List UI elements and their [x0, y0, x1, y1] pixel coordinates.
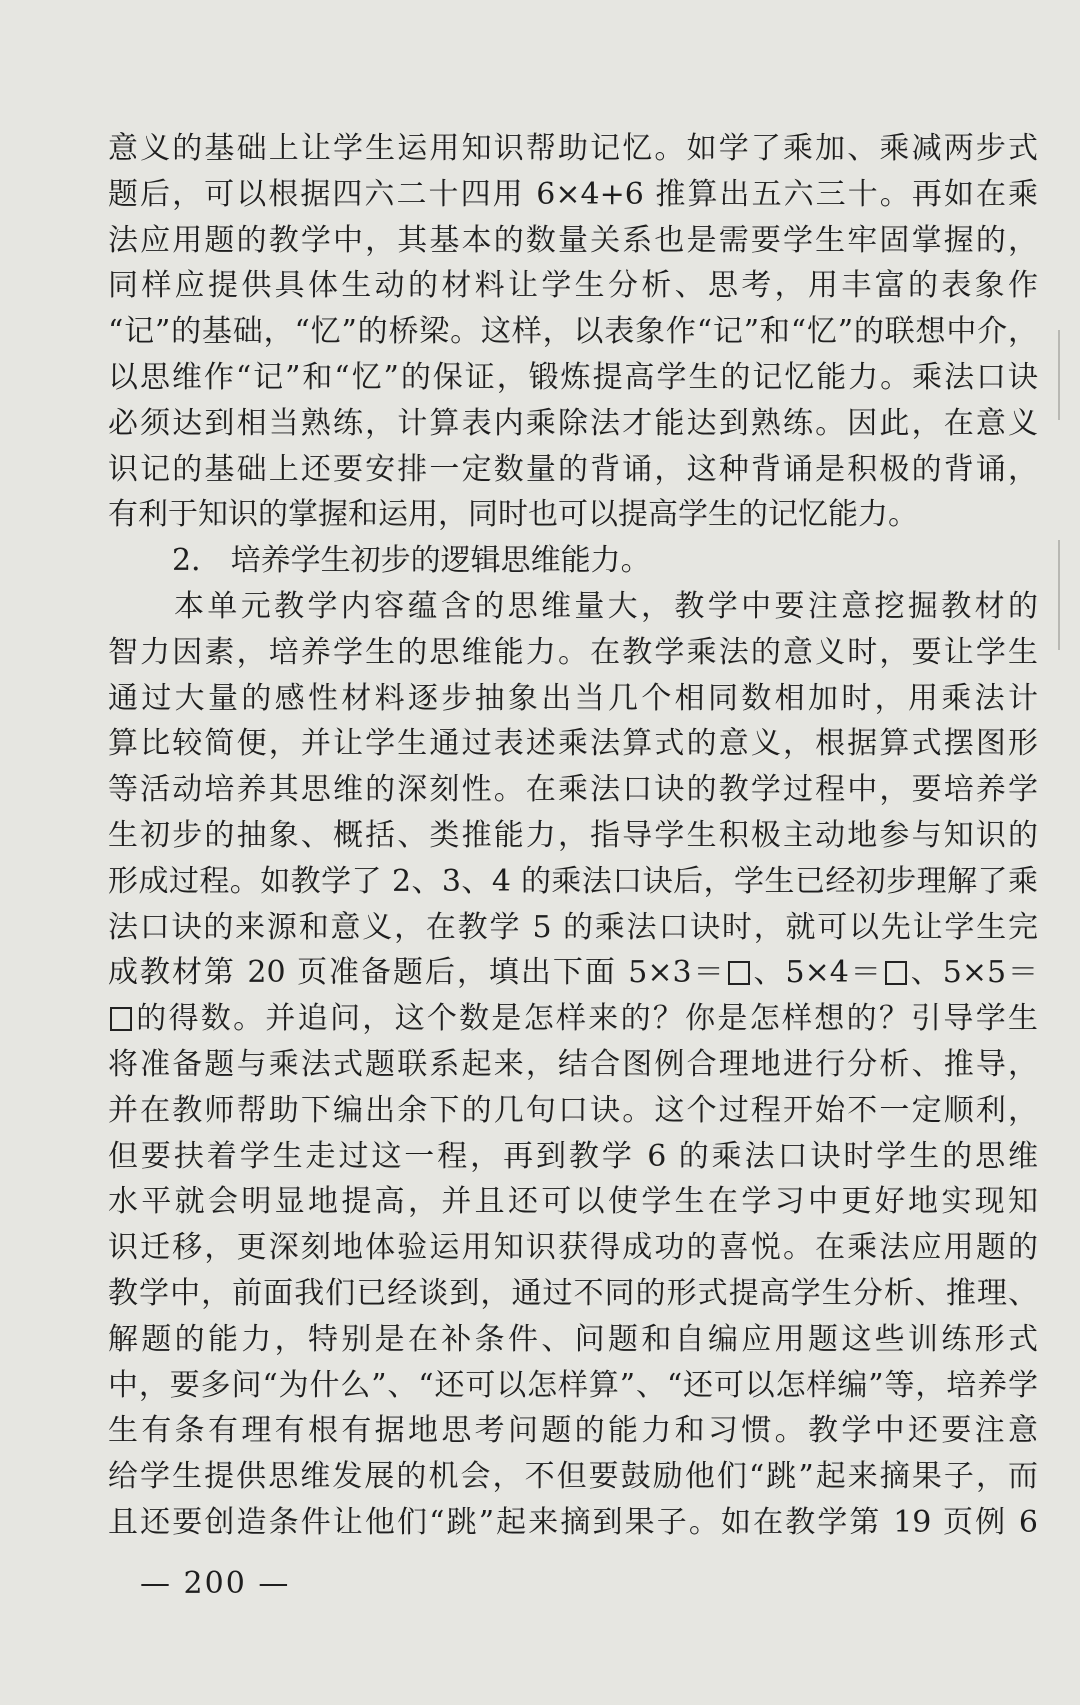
page-number: — 200 —	[140, 1566, 291, 1601]
scan-edge-mark	[1058, 540, 1060, 650]
text-line: 将准备题与乘法式题联系起来，结合图例合理地进行分析、推导，	[108, 1046, 1038, 1082]
text-fragment: 、5×5＝	[908, 955, 1039, 991]
text-line: 等活动培养其思维的深刻性。在乘法口诀的教学过程中，要培养学	[108, 772, 1038, 808]
text-line: 算比较简便，并让学生通过表述乘法算式的意义，根据算式摆图形	[108, 726, 1038, 762]
text-line: 但要扶着学生走过这一程，再到教学 6 的乘法口诀时学生的思维	[108, 1138, 1038, 1174]
text-line: 且还要创造条件让他们“跳”起来摘到果子。如在教学第 19 页例 6	[108, 1504, 1038, 1540]
text-line: 中，要多问“为什么”、“还可以怎样算”、“还可以怎样编”等，培养学	[108, 1367, 1038, 1403]
text-line: 意义的基础上让学生运用知识帮助记忆。如学了乘加、乘减两步式	[108, 131, 1038, 166]
text-line-with-boxes	[108, 996, 1038, 1042]
text-fragment: 的得数。并追问，这个数是怎样来的？你是怎样想的？引导学生	[134, 1001, 1038, 1037]
text-line: 本单元教学内容蕴含的思维量大，教学中要注意挖掘教材的	[174, 588, 1038, 624]
blank-box	[110, 1007, 132, 1031]
text-line-with-boxes	[108, 950, 1038, 996]
text-line: 同样应提供具体生动的材料让学生分析、思考，用丰富的表象作	[108, 268, 1038, 304]
scan-edge-mark	[1058, 330, 1060, 420]
text-line: 以思维作“记”和“忆”的保证，锻炼提高学生的记忆能力。乘法口诀	[108, 359, 1038, 395]
text-line: 教学中，前面我们已经谈到，通过不同的形式提高学生分析、推理、	[108, 1275, 1038, 1311]
text-line: 智力因素，培养学生的思维能力。在教学乘法的意义时，要让学生	[108, 634, 1038, 670]
text-line: 形成过程。如教学了 2、3、4 的乘法口诀后，学生已经初步理解了乘	[108, 863, 1038, 899]
text-line: 题后，可以根据四六二十四用 6×4+6 推算出五六三十。再如在乘	[108, 176, 1038, 212]
text-line: 并在教师帮助下编出余下的几句口诀。这个过程开始不一定顺利，	[108, 1092, 1038, 1128]
section-heading: 2． 培养学生初步的逻辑思维能力。	[172, 543, 651, 579]
text-line: 给学生提供思维发展的机会，不但要鼓励他们“跳”起来摘果子，而	[108, 1459, 1038, 1495]
text-line: 必须达到相当熟练，计算表内乘除法才能达到熟练。因此，在意义	[108, 405, 1038, 441]
text-line: 识迁移，更深刻地体验运用知识获得成功的喜悦。在乘法应用题的	[108, 1230, 1038, 1266]
text-line: 识记的基础上还要安排一定数量的背诵，这种背诵是积极的背诵，	[108, 451, 1038, 487]
blank-box	[728, 961, 750, 985]
text-fragment: 成教材第 20 页准备题后，填出下面 5×3＝	[108, 955, 726, 991]
text-line: 通过大量的感性材料逐步抽象出当几个相同数相加时，用乘法计	[108, 680, 1038, 716]
body-text	[108, 126, 1038, 1546]
text-line: 生有条有理有根有据地思考问题的能力和习惯。教学中还要注意	[108, 1413, 1038, 1449]
text-line: 法口诀的来源和意义，在教学 5 的乘法口诀时，就可以先让学生完	[108, 909, 1038, 945]
text-line: 解题的能力，特别是在补条件、问题和自编应用题这些训练形式	[108, 1321, 1038, 1357]
text-line: 水平就会明显地提高，并且还可以使学生在学习中更好地实现知	[108, 1184, 1038, 1220]
text-line: 生初步的抽象、概括、类推能力，指导学生积极主动地参与知识的	[108, 817, 1038, 853]
blank-box	[885, 961, 907, 985]
text-line: “记”的基础，“忆”的桥梁。这样，以表象作“记”和“忆”的联想中介，	[108, 314, 1038, 350]
text-fragment: 、5×4＝	[751, 955, 883, 991]
text-line: 有利于知识的掌握和运用，同时也可以提高学生的记忆能力。	[108, 497, 918, 533]
text-line: 法应用题的教学中，其基本的数量关系也是需要学生牢固掌握的，	[108, 222, 1038, 258]
